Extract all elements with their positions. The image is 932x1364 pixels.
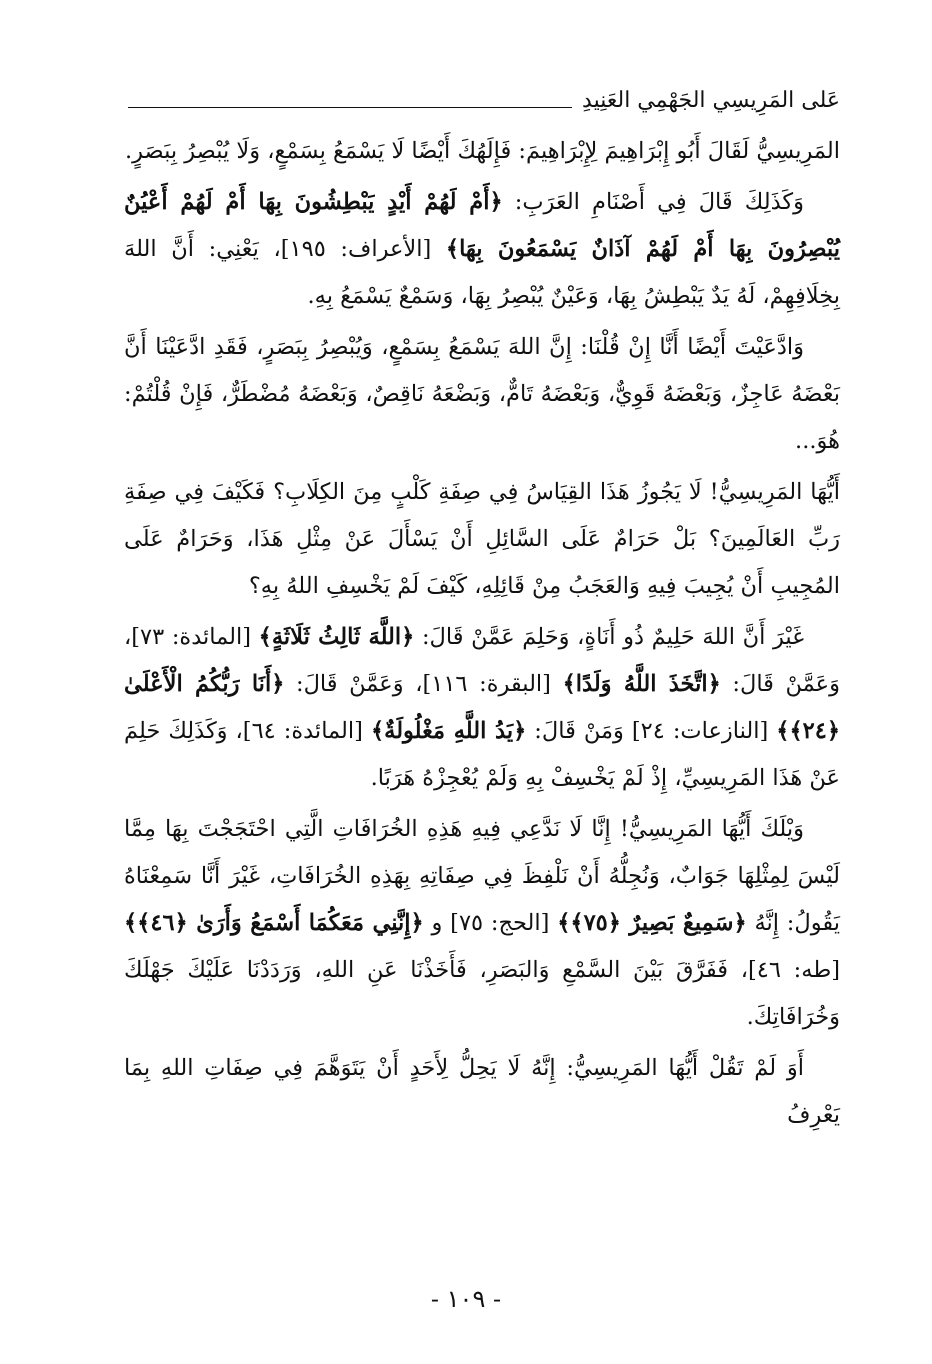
quran-verse: ﴿اللَّهَ ثَالِثُ ثَلَاثَةٍ﴾ [258,624,415,650]
paragraph [124,324,840,465]
paragraph-text: المَرِيسِيُّ لَقَالَ أَبُو إِبْرَاهِيمَ لِإِبْرَاهِيمَ: فَإِلَهُكَ أَيْضًا لَا يَسْمَعُ بِسَمْعٍ، وَلَا يُبْصِرُ بِبَصَرٍ. [124,138,840,164]
paragraph-text: [المائدة: ٧٣]، وَعَمَّنْ قَالَ: [124,624,840,697]
paragraph-text: [النازعات: ٢٤] وَمَنْ قَالَ: [526,718,777,744]
paragraph-text: أَيُّهَا المَرِيسِيُّ! لَا يَجُوزُ هَذَا القِيَاسُ فِي صِفَةِ كَلْبٍ مِنَ الكِلَابِ؟ فَكَيْفَ فِي صِفَةِ رَبِّ العَالَمِينَ؟ بَلْ حَرَامٌ عَلَى السَّائِلِ أَنْ يَسْأَلَ عَنْ مِثْلِ هَذَا، وَحَرَامٌ عَلَى المُجِيبِ أَنْ يُجِيبَ فِيهِ وَالعَجَبُ مِنْ قَائِلِهِ، كَيْفَ لَمْ يَخْسِفِ اللهُ بِهِ؟ [124,479,840,599]
paragraph [124,128,840,175]
paragraph [124,1045,840,1139]
paragraph-text: [البقرة: ١١٦]، وَعَمَّنْ قَالَ: [284,671,563,697]
paragraph-text: وَادَّعَيْتَ أَيْضًا أَنَّا إِنْ قُلْنَا: إِنَّ اللهَ يَسْمَعُ بِسَمْعٍ، وَيُبْصِرُ بِبَصَرٍ، فَقَدِ ادَّعَيْنَا أَنَّ بَعْضَهُ عَاجِزٌ، وَبَعْضَهُ قَوِيٌّ، وَبَعْضَهُ تَامٌّ، وَبَضْعَهُ نَاقِصٌ، وَبَعْضَهُ مُضْطَرٌّ، فَإِنْ قُلْتُمْ: هُوَ... [124,334,840,454]
paragraph-text: غَيْرَ أَنَّ اللهَ حَلِيمٌ ذُو أَنَاةٍ، وَحَلِمَ عَمَّنْ قَالَ: [414,624,804,650]
paragraph-text: [الأعراف: ١٩٥]، يَعْنِي: أَنَّ اللهَ بِخِلَافِهِمْ، لَهُ يَدٌ يَبْطِشُ بِهَا، وَعَيْنٌ يُبْصِرُ بِهَا، وَسَمْعٌ يَسْمَعُ بِهِ. [124,236,840,309]
quran-verse: ﴿أَمْ لَهُمْ أَيْدٍ يَبْطِشُونَ بِهَا أَمْ لَهُمْ أَعْيُنٌ يُبْصِرُونَ بِهَا أَمْ لَهُمْ آذَانٌ يَسْمَعُونَ بِهَا﴾ [124,189,840,262]
quran-verse: ﴿أَنَا رَبُّكُمُ الْأَعْلَىٰ ﴿٢٤﴾﴾ [124,671,841,744]
running-header [128,82,840,116]
paragraph [124,469,840,610]
paragraph [124,806,840,1041]
quran-verse: ﴿سَمِيعٌ بَصِيرٌ ﴿٧٥﴾﴾ [557,910,747,936]
paragraph [124,614,840,802]
paragraph-text: أَوَ لَمْ تَقُلْ أَيُّهَا المَرِيسِيُّ: إِنَّهُ لَا يَحِلُّ لِأَحَدٍ أَنْ يَتَوَهَّمَ فِي صِفَاتِ اللهِ بِمَا يَعْرِفُ [124,1055,840,1128]
paragraph-text: وَيْلَكَ أَيُّهَا المَرِيسِيُّ! إِنَّا لَا نَدَّعِي فِيهِ هَذِهِ الخُرَافَاتِ الَّتِي احْتَجَجْتَ بِهَا مِمَّا لَيْسَ لِمِثْلِهَا جَوَابٌ، وَنُجِلُّهُ أَنْ نَلْفِظَ فِي صِفَاتِهِ بِهَذِهِ الخُرَافَاتِ، غَيْرَ أَنَّا سَمِعْنَاهُ يَقُولُ: إِنَّهُ [124,816,840,936]
quran-verse: ﴿يَدُ اللَّهِ مَغْلُولَةٌ﴾ [370,718,527,744]
paragraph-text: وَكَذَلِكَ قَالَ فِي أَصْنَامِ العَرَبِ: [502,189,804,215]
header-rule [128,107,572,108]
paragraph-text: [الحج: ٧٥] و [423,910,558,936]
header-title: عَلى المَرِيسِي الجَهْمِي العَنِيدِ [582,88,840,113]
quran-verse: ﴿اتَّخَذَ اللَّهُ وَلَدًا﴾ [562,671,721,697]
quran-verse: ﴿إِنَّنِي مَعَكُمَا أَسْمَعُ وَأَرَىٰ ﴿٤٦﴾﴾ [124,910,424,936]
paragraph [124,179,840,320]
page-number: - ١٠٩ - [430,1285,502,1313]
paragraph-text: [المائدة: ٦٤]، وَكَذَلِكَ حَلِمَ عَنْ هَذَا المَرِيسِيِّ، إِذْ لَمْ يَخْسِفْ بِهِ وَلَمْ يُعْجِزْهُ هَرَبًا. [124,718,840,791]
page-body-text [124,128,840,1143]
paragraph-text: [طه: ٤٦]، فَفَرَّقَ بَيْنَ السَّمْعِ وَالبَصَرِ، فَأَخَذْنَا عَنِ اللهِ، وَرَدَدْنَا عَلَيْكَ جَهْلَكَ وَخُرَافَاتِكَ. [124,957,840,1030]
